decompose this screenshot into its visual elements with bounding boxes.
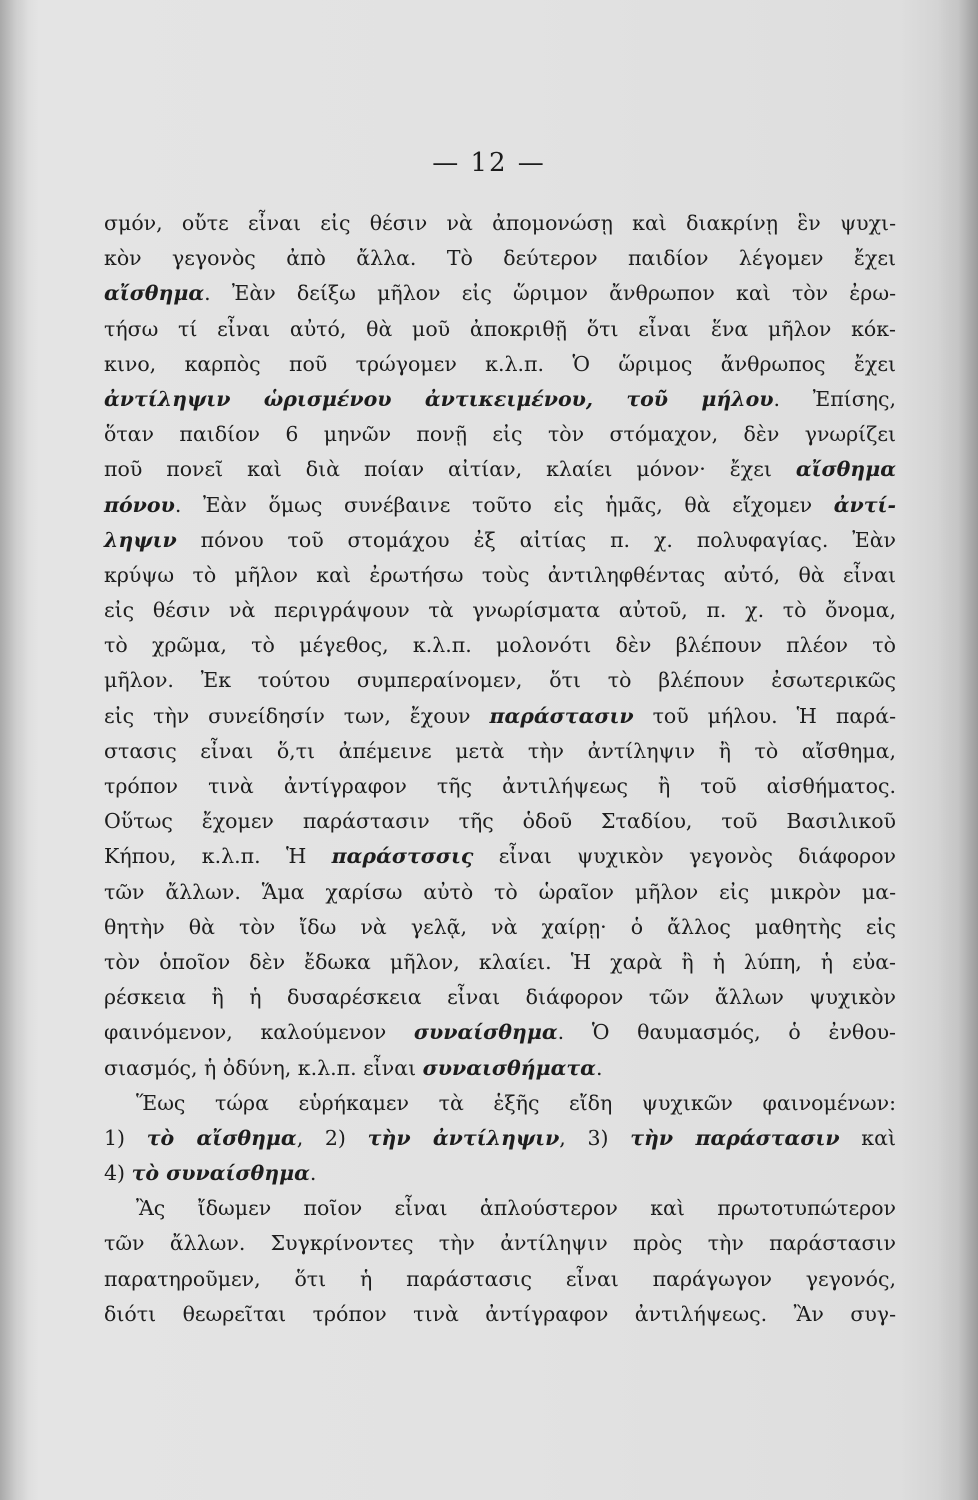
text-segment: παρατηροῦμεν, ὅτι ἡ παράστασις εἶναι παράγωγον γεγονός, [104, 1266, 896, 1291]
text-line [104, 628, 896, 663]
emphasized-term: τὴν ἀντίληψιν [367, 1125, 560, 1150]
text-line [104, 523, 896, 558]
text-segment: σμόν, οὔτε εἶναι εἰς θέσιν νὰ ἀπομονώσῃ καὶ διακρίνῃ ἓν ψυχι- [104, 211, 896, 235]
text-line [104, 312, 896, 347]
text-segment: Οὕτως ἔχομεν παράστασιν τῆς ὁδοῦ Σταδίου, τοῦ Βασιλικοῦ [104, 809, 896, 834]
text-line [104, 1015, 896, 1050]
emphasized-term: αἴσθημα [104, 281, 205, 306]
text-segment: τοῦ μήλου. Ἡ παρά- [633, 703, 897, 728]
text-segment: τὸ χρῶμα, τὸ μέγεθος, κ.λ.π. μολονότι δὲν βλέπουν πλέον τὸ [104, 633, 896, 658]
text-segment: . Ἐπίσης, [773, 386, 896, 411]
text-line [104, 241, 896, 276]
text-segment: πόνου τοῦ στομάχου ἐξ αἰτίας π. χ. πολυφαγίας. Ἐὰν [176, 527, 896, 552]
text-line [104, 382, 896, 417]
emphasized-term: τὸ συναίσθημα [131, 1161, 310, 1186]
text-line [104, 206, 896, 241]
text-line [104, 417, 896, 452]
text-segment: 4) [104, 1161, 132, 1186]
text-segment: Ἂς ἴδωμεν ποῖον εἶναι ἁπλούστερον καὶ πρωτοτυπώτερον [136, 1196, 896, 1221]
text-segment: τήσω τί εἶναι αὐτό, θὰ μοῦ ἀποκριθῇ ὅτι εἶναι ἕνα μῆλον κόκ- [104, 316, 896, 341]
text-line [104, 699, 896, 734]
emphasized-term: αἴσθημα [795, 457, 896, 482]
emphasized-term: παράστασιν [489, 703, 634, 728]
text-line [104, 663, 896, 698]
emphasized-term: ληψιν [104, 527, 177, 552]
text-segment: . Ἐὰν δείξω μῆλον εἰς ὥριμον ἄνθρωπον καὶ τὸν ἐρω- [204, 281, 896, 306]
text-segment: στασις εἶναι ὅ,τι ἀπέμεινε μετὰ τὴν ἀντίληψιν ἢ τὸ αἴσθημα, [104, 738, 896, 763]
text-line [104, 1226, 896, 1261]
text-segment: τῶν ἄλλων. Ἅμα χαρίσω αὐτὸ τὸ ὡραῖον μῆλον εἰς μικρὸν μα- [104, 879, 896, 904]
text-segment: 1) [104, 1125, 147, 1150]
text-segment: καὶ [839, 1125, 896, 1150]
text-line [104, 1086, 896, 1121]
text-line [104, 276, 896, 311]
text-segment: Ἕως τώρα εὑρήκαμεν τὰ ἑξῆς εἴδη ψυχικῶν φαινομένων: [136, 1090, 896, 1115]
text-segment: , 2) [296, 1125, 368, 1150]
text-segment: μῆλον. Ἐκ τούτου συμπεραίνομεν, ὅτι τὸ βλέπουν ἐσωτερικῶς [104, 668, 896, 693]
page-edge-shadow-right [938, 0, 978, 1500]
text-line [104, 488, 896, 523]
text-line [104, 804, 896, 839]
text-line [104, 347, 896, 382]
text-segment: κρύψω τὸ μῆλον καὶ ἐρωτήσω τοὺς ἀντιληφθέντας αὐτό, θὰ εἶναι [104, 562, 896, 587]
text-line [104, 1051, 896, 1086]
text-segment: θητὴν θὰ τὸν ἴδω νὰ γελᾷ, νὰ χαίρῃ· ὁ ἄλλος μαθητὴς εἰς [104, 914, 896, 939]
text-segment: ποῦ πονεῖ καὶ διὰ ποίαν αἰτίαν, κλαίει μόνον· ἔχει [104, 457, 796, 482]
emphasized-term: ἀντί- [833, 492, 896, 517]
text-line [104, 839, 896, 874]
text-line [104, 593, 896, 628]
text-segment: . Ὁ θαυμασμός, ὁ ἐνθου- [557, 1020, 896, 1045]
text-segment: διότι θεωρεῖται τρόπον τινὰ ἀντίγραφον ἀντιλήψεως. Ἂν συγ- [104, 1301, 896, 1326]
page-edge-shadow-left [0, 0, 28, 1500]
text-line [104, 980, 896, 1015]
text-line [104, 945, 896, 980]
text-line [104, 1156, 896, 1191]
body-text [104, 206, 896, 1332]
text-segment: εἰς τὴν συνείδησίν των, ἔχουν [104, 703, 490, 728]
text-segment: εἰς θέσιν νὰ περιγράψουν τὰ γνωρίσματα αὐτοῦ, π. χ. τὸ ὄνομα, [104, 598, 896, 623]
text-segment: εἶναι ψυχικὸν γεγονὸς διάφορον [473, 844, 896, 869]
text-segment: ὅταν παιδίον 6 μηνῶν πονῇ εἰς τὸν στόμαχον, δὲν γνωρίζει [104, 422, 896, 447]
emphasized-term: ἀντίληψιν ὡρισμένου ἀντικειμένου, τοῦ μήλου [104, 386, 774, 411]
text-line [104, 910, 896, 945]
text-segment: τρόπον τινὰ ἀντίγραφον τῆς ἀντιλήψεως ἢ τοῦ αἰσθήματος. [104, 774, 896, 798]
emphasized-term: συναισθήματα [422, 1055, 596, 1080]
text-line [104, 769, 896, 804]
emphasized-term: συναίσθημα [413, 1020, 558, 1045]
text-segment: . [309, 1161, 317, 1186]
emphasized-term: τὴν παράστασιν [630, 1125, 840, 1150]
text-segment: φαινόμενον, καλούμενον [104, 1020, 414, 1045]
text-segment: ρέσκεια ἢ ἡ δυσαρέσκεια εἶναι διάφορον τῶν ἄλλων ψυχικὸν [104, 985, 896, 1010]
text-line [104, 452, 896, 487]
text-segment: σιασμός, ἡ ὀδύνη, κ.λ.π. εἶναι [104, 1055, 423, 1080]
text-line [104, 1297, 896, 1332]
text-segment: Κήπου, κ.λ.π. Ἡ [104, 844, 332, 869]
text-line [104, 1191, 896, 1226]
emphasized-term: παράστσσις [331, 844, 474, 869]
emphasized-term: πόνου [104, 492, 175, 517]
page-number: — 12 — [432, 148, 546, 178]
text-segment: τὸν ὁποῖον δὲν ἔδωκα μῆλον, κλαίει. Ἡ χαρὰ ἢ ἡ λύπη, ἡ εὐα- [104, 949, 896, 974]
text-line [104, 1262, 896, 1297]
text-line [104, 1121, 896, 1156]
text-segment: κινο, καρπὸς ποῦ τρώγομεν κ.λ.π. Ὁ ὥριμος ἄνθρωπος ἔχει [104, 351, 896, 376]
text-line [104, 734, 896, 769]
emphasized-term: τὸ αἴσθημα [146, 1125, 297, 1150]
text-line [104, 875, 896, 910]
text-segment: κὸν γεγονὸς ἀπὸ ἄλλα. Τὸ δεύτερον παιδίον λέγομεν ἔχει [104, 246, 896, 271]
text-segment: . [595, 1055, 603, 1080]
text-segment: . Ἐὰν ὅμως συνέβαινε τοῦτο εἰς ἡμᾶς, θὰ εἴχομεν [174, 492, 834, 517]
text-line [104, 558, 896, 593]
text-segment: , 3) [559, 1125, 631, 1150]
text-segment: τῶν ἄλλων. Συγκρίνοντες τὴν ἀντίληψιν πρὸς τὴν παράστασιν [104, 1231, 896, 1256]
